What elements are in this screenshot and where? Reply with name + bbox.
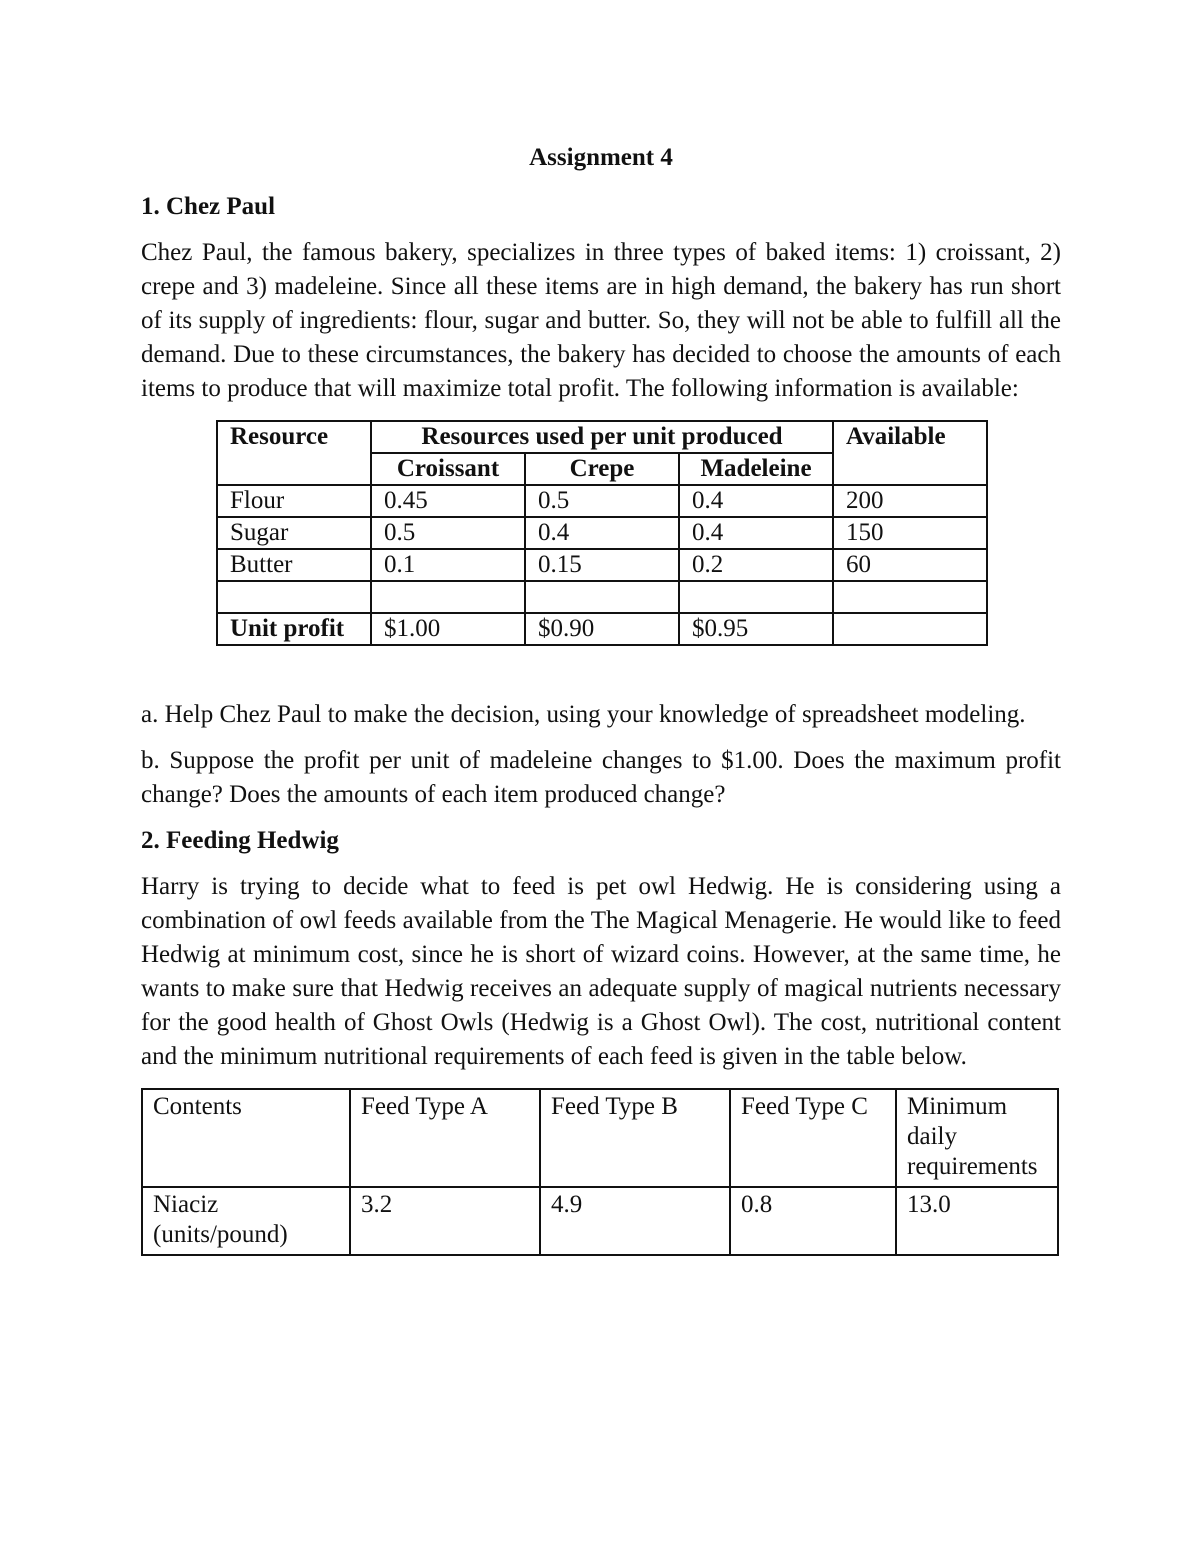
table-cell (833, 581, 987, 613)
header-minimum: Minimum daily requirements (896, 1089, 1058, 1187)
page-title: Assignment 4 (529, 144, 673, 171)
table-cell: $0.90 (525, 613, 679, 645)
table-cell: 150 (833, 517, 987, 549)
table-cell (371, 581, 525, 613)
table-cell: 0.45 (371, 485, 525, 517)
table-row (142, 1187, 1058, 1255)
unit-profit-label: Unit profit (217, 613, 371, 645)
table-cell (217, 581, 371, 613)
table-cell: 0.1 (371, 549, 525, 581)
question-a: a. Help Chez Paul to make the decision, using your knowledge of spreadsheet modeling. (141, 701, 1026, 728)
header-resource-blank (217, 453, 371, 485)
header-madeleine: Madeleine (679, 453, 833, 485)
header-resource: Resource (217, 421, 371, 453)
table-cell: $1.00 (371, 613, 525, 645)
header-available-blank (833, 453, 987, 485)
section-1-intro: Chez Paul, the famous bakery, specializes in three types of baked items: 1) croissant, 2) crepe and 3) madeleine. Since all these items are in high demand, the bakery has run short of its supply of ingredients: flour, sugar and butter. So, they will not be able to fulfill all the demand. Due to these circumstances, the bakery has decided to choose the amounts of each items to produce that will maximize total profit. The following information is available: (141, 239, 1061, 402)
header-feed-b: Feed Type B (540, 1089, 730, 1187)
table-cell: 0.2 (679, 549, 833, 581)
table-cell: 60 (833, 549, 987, 581)
table-cell: Sugar (217, 517, 371, 549)
owl-feed-table (141, 1088, 1059, 1256)
section-2-heading: 2. Feeding Hedwig (141, 827, 339, 854)
table-cell: 0.4 (525, 517, 679, 549)
unit-profit-row (217, 613, 987, 645)
table-cell: 4.9 (540, 1187, 730, 1255)
table-cell: 200 (833, 485, 987, 517)
table-cell: 0.5 (525, 485, 679, 517)
table-row (217, 517, 987, 549)
table-cell: 0.15 (525, 549, 679, 581)
table-row (217, 549, 987, 581)
table-cell: 0.5 (371, 517, 525, 549)
table-row-empty (217, 581, 987, 613)
section-2-intro: Harry is trying to decide what to feed is pet owl Hedwig. He is considering using a combination of owl feeds available from the The Magical Menagerie. He would like to feed Hedwig at minimum cost, since he is short of wizard coins. However, at the same time, he wants to make sure that Hedwig receives an adequate supply of magical nutrients necessary for the good health of Ghost Owls (Hedwig is a Ghost Owl). The cost, nutritional content and the minimum nutritional requirements of each feed is given in the table below. (141, 873, 1061, 1070)
table-row (217, 485, 987, 517)
header-resources-used: Resources used per unit produced (371, 421, 833, 453)
header-available: Available (833, 421, 987, 453)
bakery-resource-table (216, 420, 988, 646)
header-contents: Contents (142, 1089, 350, 1187)
table-cell: 0.4 (679, 485, 833, 517)
table-cell: 13.0 (896, 1187, 1058, 1255)
table-header-row (142, 1089, 1058, 1187)
table-cell: 0.4 (679, 517, 833, 549)
table-cell: Flour (217, 485, 371, 517)
table-cell: Butter (217, 549, 371, 581)
table-cell (679, 581, 833, 613)
section-1-heading: 1. Chez Paul (141, 193, 276, 220)
table-cell: Niaciz (units/pound) (142, 1187, 350, 1255)
question-b: b. Suppose the profit per unit of madeleine changes to $1.00. Does the maximum profit change? Does the amounts of each item produced change? (141, 747, 1061, 808)
header-croissant: Croissant (371, 453, 525, 485)
table-cell (525, 581, 679, 613)
header-feed-a: Feed Type A (350, 1089, 540, 1187)
header-crepe: Crepe (525, 453, 679, 485)
table-cell: 0.8 (730, 1187, 896, 1255)
table-cell: $0.95 (679, 613, 833, 645)
header-feed-c: Feed Type C (730, 1089, 896, 1187)
table-cell (833, 613, 987, 645)
table-cell: 3.2 (350, 1187, 540, 1255)
document-page (141, 138, 1061, 1256)
